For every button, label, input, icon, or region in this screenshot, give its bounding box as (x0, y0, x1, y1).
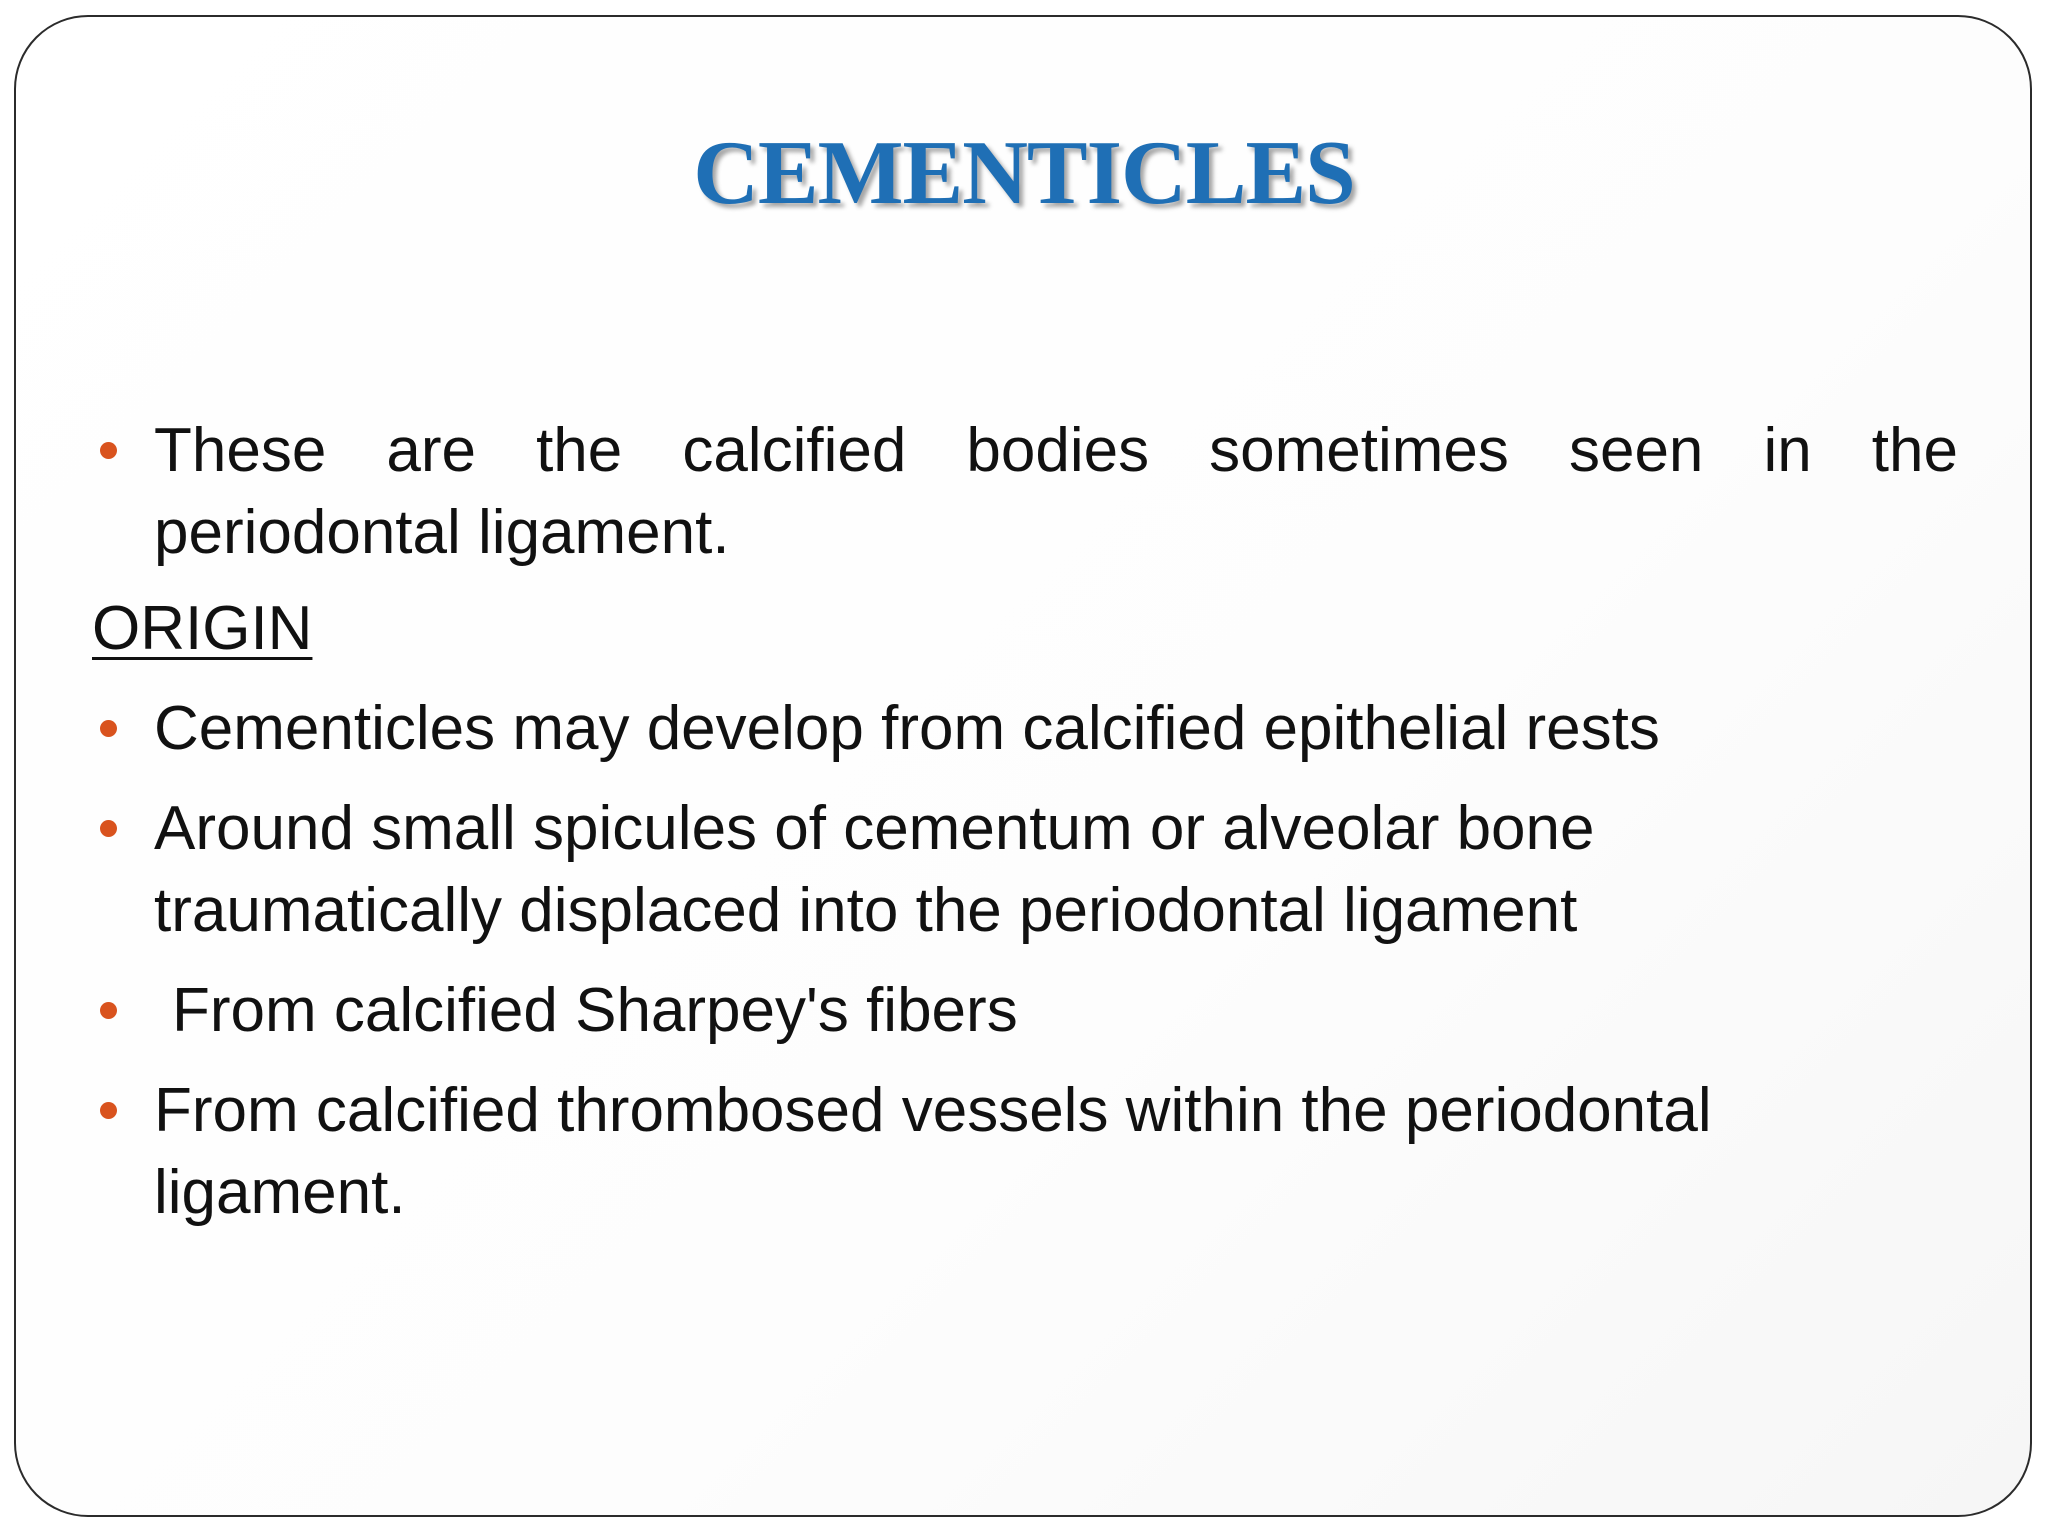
section-heading-origin: ORIGIN (92, 594, 313, 663)
origin-bullet (92, 788, 1958, 952)
bullet-marker-icon (100, 720, 117, 737)
origin-bullet (92, 688, 1958, 770)
origin-bullet (92, 970, 1958, 1052)
intro-bullet (92, 410, 1958, 574)
bullet-marker-icon (100, 820, 117, 837)
intro-bullet-line-2: periodontal ligament. (154, 498, 730, 567)
origin-bullet-text: From calcified Sharpey's fibers (172, 976, 1018, 1045)
origin-bullet-text: Cementicles may develop from calcified epithelial rests (154, 694, 1660, 763)
slide-title: CEMENTICLES (693, 122, 1355, 223)
origin-bullet-text: From calcified thrombosed vessels within the periodontal ligament. (154, 1076, 1712, 1227)
bullet-marker-icon (100, 1002, 117, 1019)
bullet-marker-icon (100, 442, 117, 459)
slide-body (92, 410, 1958, 1252)
bullet-marker-icon (100, 1102, 117, 1119)
intro-bullet-line-1: These are the calcified bodies sometimes seen in the (154, 416, 1958, 485)
origin-bullet-text: Around small spicules of cementum or alveolar bone traumatically displaced into the periodontal ligament (154, 794, 1595, 945)
origin-bullet (92, 1070, 1958, 1234)
